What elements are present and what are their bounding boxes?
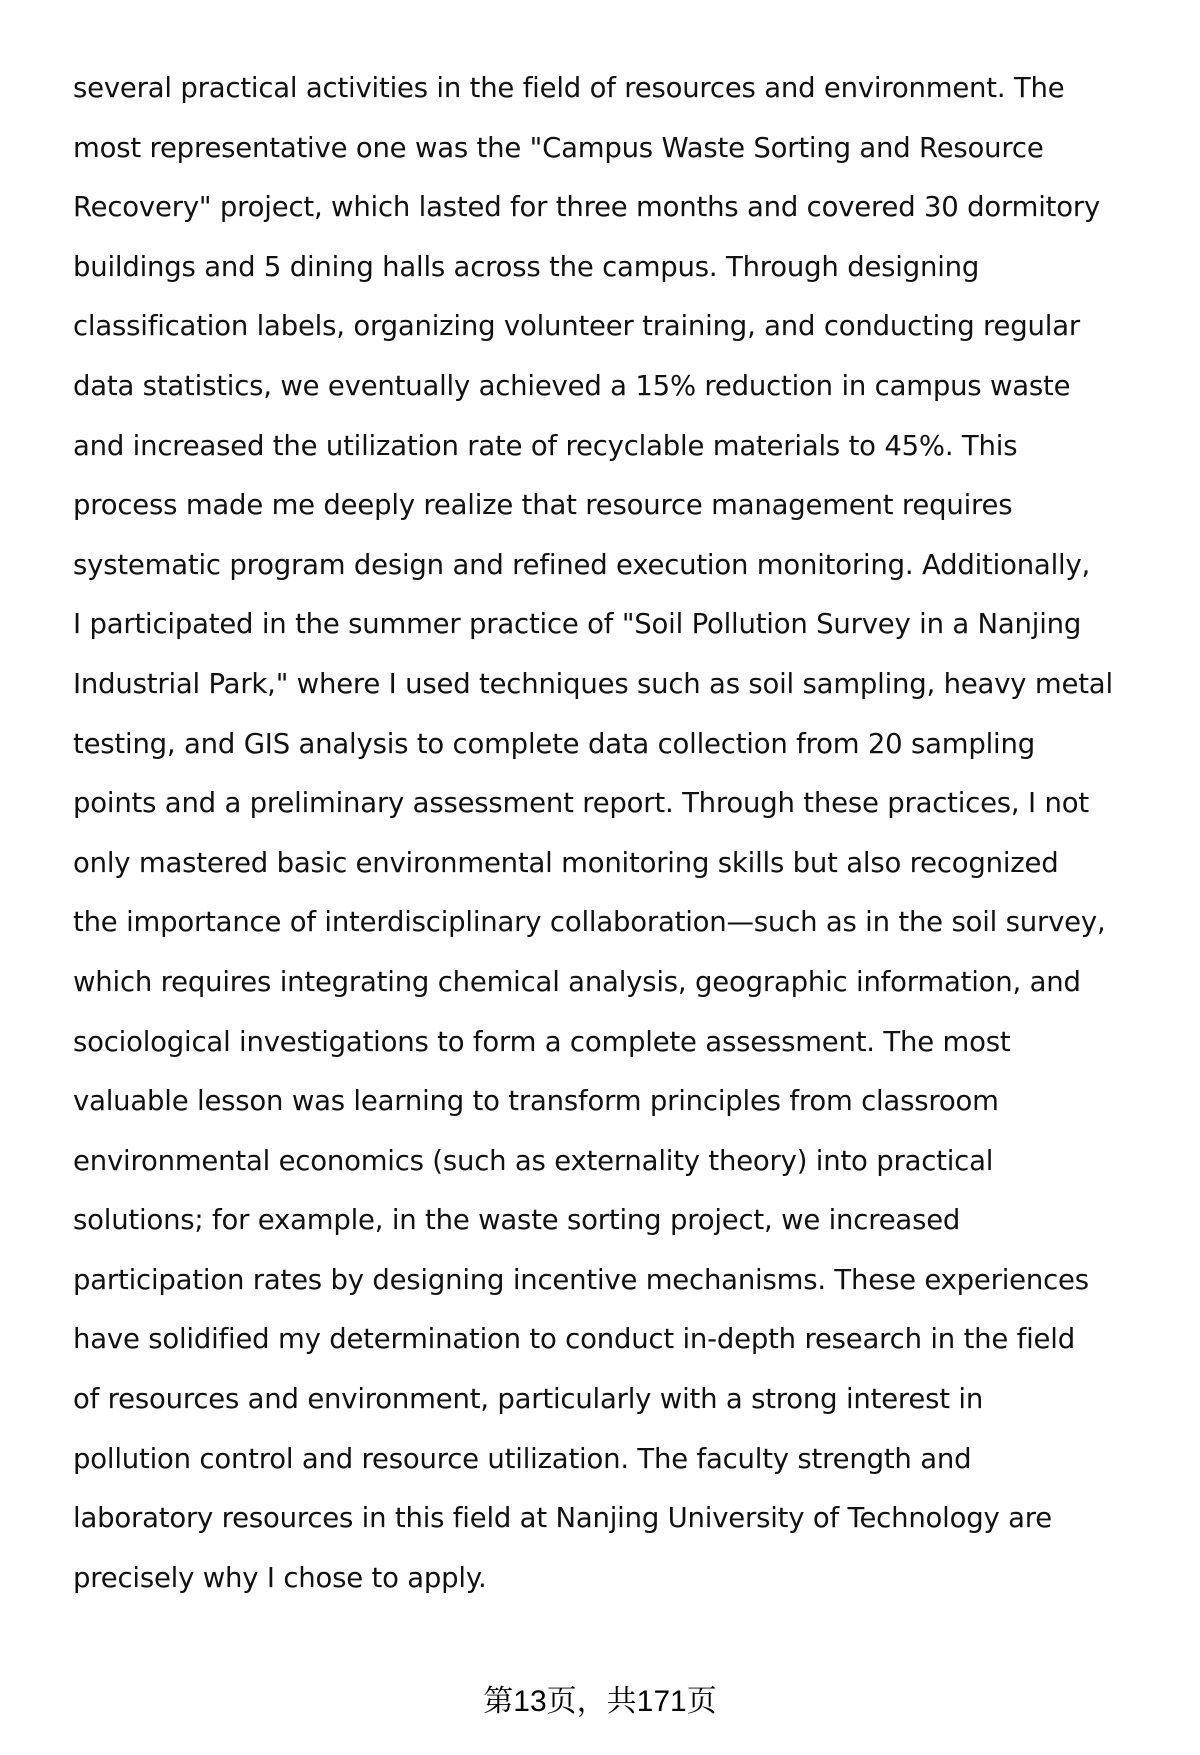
text-line: sociological investigations to form a complete assessment. The most (73, 1025, 1011, 1058)
text-line: systematic program design and refined execution monitoring. Additionally, (73, 548, 1091, 581)
text-line: most representative one was the "Campus Waste Sorting and Resource (73, 131, 1044, 164)
text-line: Industrial Park," where I used techniques such as soil sampling, heavy metal (73, 667, 1113, 700)
text-line: precisely why I chose to apply. (73, 1561, 487, 1594)
text-line: buildings and 5 dining halls across the campus. Through designing (73, 250, 980, 283)
text-line: several practical activities in the field of resources and environment. The (73, 72, 1065, 104)
text-line: solutions; for example, in the waste sorting project, we increased (73, 1204, 961, 1237)
text-line: participation rates by designing incentive mechanisms. These experiences (73, 1263, 1089, 1296)
text-line: have solidified my determination to conduct in-depth research in the field (73, 1323, 1075, 1356)
page-number-footer: 第13页，共171页 (483, 1685, 717, 1718)
text-line: of resources and environment, particularly with a strong interest in (73, 1383, 984, 1416)
text-line: data statistics, we eventually achieved a 15% reduction in campus waste (73, 369, 1071, 402)
text-line: and increased the utilization rate of recyclable materials to 45%. This (73, 429, 1018, 462)
text-line: valuable lesson was learning to transform principles from classroom (73, 1085, 999, 1118)
text-line: process made me deeply realize that resource management requires (73, 489, 1013, 522)
text-line: points and a preliminary assessment report. Through these practices, I not (73, 787, 1089, 820)
text-line: the importance of interdisciplinary collaboration—such as in the soil survey, (73, 906, 1106, 939)
text-line: environmental economics (such as externality theory) into practical (73, 1144, 994, 1177)
text-line: laboratory resources in this field at Nanjing University of Technology are (73, 1502, 1052, 1535)
text-line: testing, and GIS analysis to complete data collection from 20 sampling (73, 727, 1035, 760)
text-line: only mastered basic environmental monitoring skills but also recognized (73, 846, 1059, 879)
text-line: pollution control and resource utilization. The faculty strength and (73, 1442, 972, 1475)
text-line: Recovery" project, which lasted for three months and covered 30 dormitory (73, 191, 1101, 224)
text-line: classification labels, organizing volunteer training, and conducting regular (73, 310, 1080, 343)
body-paragraph (73, 59, 1183, 1608)
text-line: which requires integrating chemical analysis, geographic information, and (73, 965, 1081, 998)
text-line: I participated in the summer practice of "Soil Pollution Survey in a Nanjing (73, 608, 1082, 641)
